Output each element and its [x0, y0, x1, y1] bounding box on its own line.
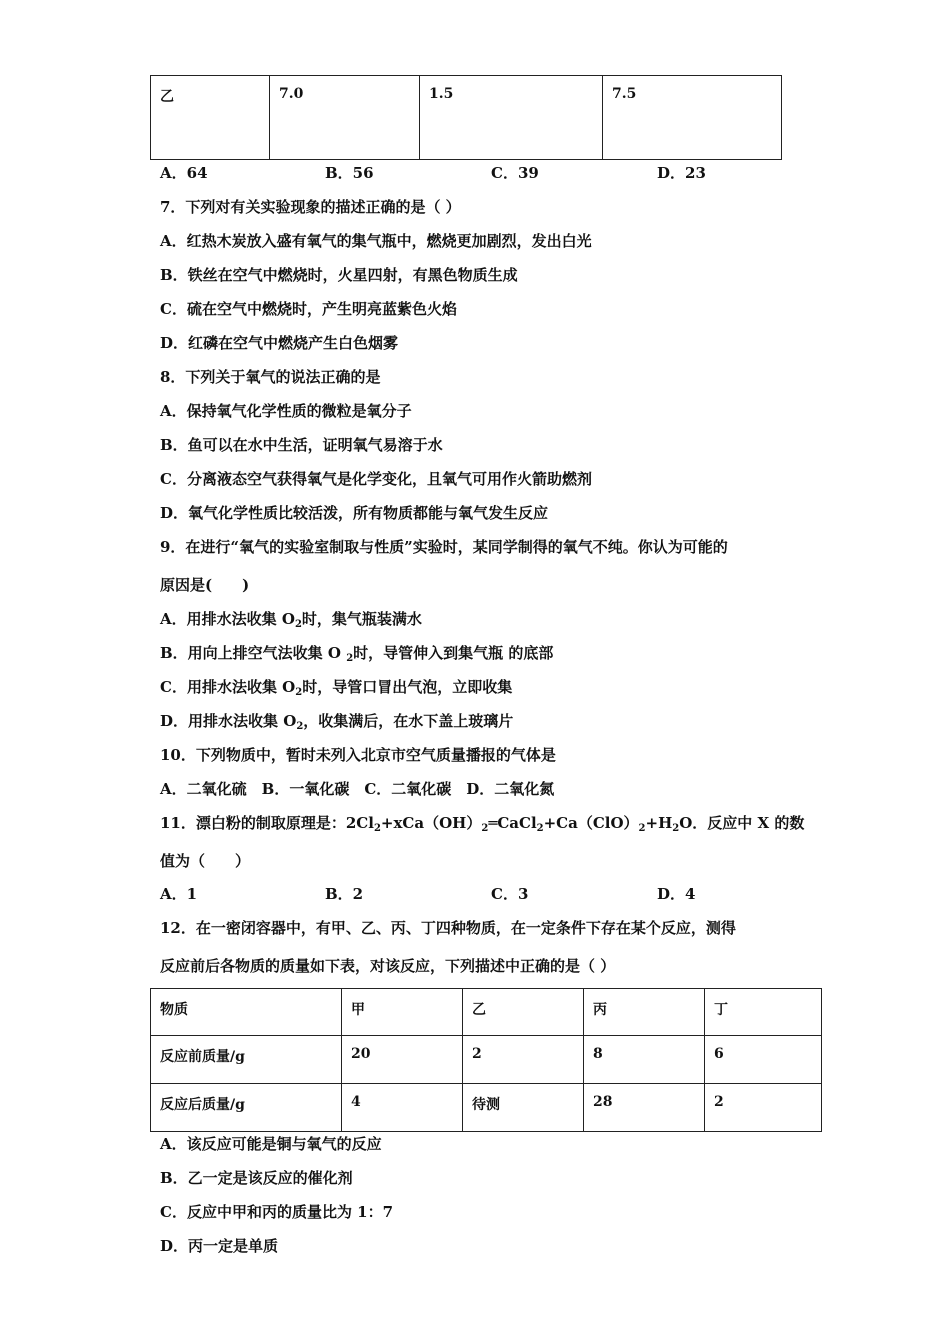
q8-stem: 8．下列关于氧气的说法正确的是 — [160, 368, 381, 386]
q7-stem: 7．下列对有关实验现象的描述正确的是（ ） — [160, 198, 461, 216]
q11-option-d: D．4 — [657, 885, 696, 903]
table-header-cell: 甲 — [342, 989, 463, 1036]
table-cell: 待测 — [463, 1084, 584, 1132]
table-cell: 4 — [342, 1084, 463, 1132]
q8-option-b: B．鱼可以在水中生活，证明氧气易溶于水 — [160, 436, 443, 454]
table-header-cell: 乙 — [463, 989, 584, 1036]
q11-option-c: C．3 — [491, 885, 529, 903]
q11-option-b: B．2 — [325, 885, 364, 903]
q9-option-a: A．用排水法收集 $O_2$时，集气瓶装满水 — [160, 610, 422, 630]
q12-stem-line1: 12．在一密闭容器中，有甲、乙、丙、丁四种物质，在一定条件下存在某个反应，测得 — [160, 919, 736, 937]
table-header-cell: 物质 — [151, 989, 342, 1036]
q6-option-b: B．56 — [325, 164, 374, 182]
q11-option-a: A．1 — [160, 885, 198, 903]
q12-option-d: D．丙一定是单质 — [160, 1237, 279, 1255]
q6-option-a: A．64 — [160, 164, 208, 182]
q12-option-a: A．该反应可能是铜与氧气的反应 — [160, 1135, 382, 1153]
table-cell: 20 — [342, 1036, 463, 1084]
q10-options: A．二氧化硫 B．一氧化碳 C．二氧化碳 D．二氧化氮 — [160, 780, 555, 798]
table-cell: 6 — [705, 1036, 822, 1084]
q9-option-d: D．用排水法收集 $O_2$，收集满后，在水下盖上玻璃片 — [160, 712, 514, 732]
q9-option-b: B．用向上排空气法收集 O $_2$时，导管伸入到集气瓶 的底部 — [160, 644, 554, 664]
q12-stem-line2: 反应前后各物质的质量如下表，对该反应，下列描述中正确的是（ ） — [160, 957, 616, 975]
table-header-row — [151, 989, 822, 1036]
table-cell: 7.0 — [270, 76, 420, 160]
q6-option-d: D．23 — [657, 164, 706, 182]
q12-option-b: B．乙一定是该反应的催化剂 — [160, 1169, 353, 1187]
q10-stem: 10．下列物质中，暂时未列入北京市空气质量播报的气体是 — [160, 746, 556, 764]
q11-stem-line2: 值为（ ） — [160, 852, 251, 870]
table-cell: 28 — [584, 1084, 705, 1132]
q12-mass-table — [150, 988, 822, 1132]
table-cell: 8 — [584, 1036, 705, 1084]
q7-option-c: C．硫在空气中燃烧时，产生明亮蓝紫色火焰 — [160, 300, 457, 318]
q9-stem-line1: 9．在进行“氧气的实验室制取与性质”实验时，某同学制得的氧气不纯。你认为可能的 — [160, 538, 728, 556]
top-data-table — [150, 75, 782, 160]
table-cell: 7.5 — [603, 76, 782, 160]
table-row — [151, 76, 782, 160]
q11-stem-line1: 11．漂白粉的制取原理是：$2Cl_2+xCa(OH)_2═CaCl_2+Ca(ClO)_2+H_2O$．反应中 X 的数 — [160, 814, 805, 834]
q6-option-c: C．39 — [491, 164, 539, 182]
table-row — [151, 1036, 822, 1084]
q7-option-b: B．铁丝在空气中燃烧时，火星四射，有黑色物质生成 — [160, 266, 518, 284]
table-row — [151, 1084, 822, 1132]
q7-option-d: D．红磷在空气中燃烧产生白色烟雾 — [160, 334, 399, 352]
table-cell: 乙 — [151, 76, 270, 160]
q8-option-d: D．氧气化学性质比较活泼，所有物质都能与氧气发生反应 — [160, 504, 549, 522]
q8-option-c: C．分离液态空气获得氧气是化学变化，且氧气可用作火箭助燃剂 — [160, 470, 592, 488]
q12-option-c: C．反应中甲和丙的质量比为 1：7 — [160, 1203, 394, 1221]
q9-stem-line2: 原因是( ) — [160, 576, 250, 594]
q7-option-a: A．红热木炭放入盛有氧气的集气瓶中，燃烧更加剧烈，发出白光 — [160, 232, 592, 250]
q8-option-a: A．保持氧气化学性质的微粒是氧分子 — [160, 402, 412, 420]
table-header-cell: 丙 — [584, 989, 705, 1036]
q9-option-c: C．用排水法收集 $O_2$时，导管口冒出气泡，立即收集 — [160, 678, 513, 698]
table-cell: 2 — [705, 1084, 822, 1132]
table-cell: 2 — [463, 1036, 584, 1084]
table-cell: 反应前质量/g — [151, 1036, 342, 1084]
table-cell: 1.5 — [420, 76, 603, 160]
table-header-cell: 丁 — [705, 989, 822, 1036]
table-cell: 反应后质量/g — [151, 1084, 342, 1132]
